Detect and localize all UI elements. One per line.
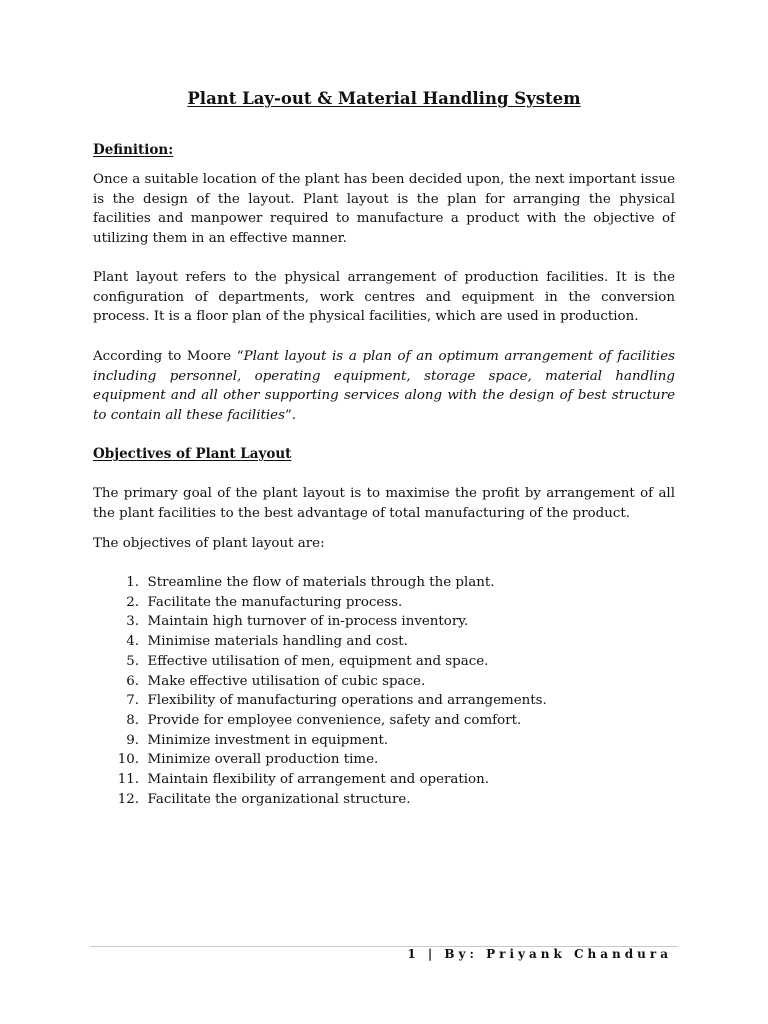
list-number: 10. — [117, 752, 139, 768]
page-title: Plant Lay-out & Material Handling System — [187, 89, 581, 108]
quote-text: Plant layout is a plan of an optimum arrangement of facilities including personnel, operating equipment, storage space, material handling equipment and all other supporting services along with the design of best structure to contain all these facilities — [93, 349, 675, 423]
list-text: Facilitate the organizational structure. — [147, 791, 411, 807]
list-text: Maintain high turnover of in-process inventory. — [147, 614, 469, 630]
objectives-heading: Objectives of Plant Layout — [93, 446, 292, 462]
page-footer: 1 | By: Priyank Chandura — [407, 947, 672, 961]
list-number: 3. — [126, 614, 139, 630]
moore-quote-paragraph — [93, 347, 675, 425]
list-number: 8. — [126, 712, 139, 728]
list-number: 11. — [117, 772, 139, 788]
list-number: 5. — [126, 653, 139, 669]
list-number: 9. — [126, 732, 139, 748]
list-item — [93, 790, 675, 810]
list-number: 4. — [126, 634, 139, 650]
objectives-intro: The objectives of plant layout are: — [93, 536, 325, 551]
goal-paragraph: The primary goal of the plant layout is to maximise the profit by arrangement of all the plant facilities to the best advantage of total manufacturing of the product. — [93, 486, 675, 521]
list-item — [93, 593, 675, 613]
list-number: 6. — [126, 673, 139, 689]
layout-paragraph: Plant layout refers to the physical arrangement of production facilities. It is the configuration of departments, work centres and equipment in the conversion process. It is a floor plan of the physical facilities, which are used in production. — [93, 270, 675, 325]
list-item — [93, 750, 675, 770]
list-text: Make effective utilisation of cubic space. — [147, 673, 426, 689]
list-text: Minimize overall production time. — [147, 752, 379, 768]
list-item — [93, 612, 675, 632]
list-number: 2. — [126, 594, 139, 610]
list-text: Minimise materials handling and cost. — [147, 634, 408, 650]
definition-paragraph: Once a suitable location of the plant has been decided upon, the next important issue is the design of the layout. Plant layout is the plan for arranging the physical facilities and manpower required to manufacture a product with the objective of utilizing them in an effective manner. — [93, 172, 675, 246]
list-item — [93, 711, 675, 731]
quote-suffix: ”. — [284, 407, 297, 423]
list-item — [93, 731, 675, 751]
list-item — [93, 573, 675, 593]
list-item — [93, 770, 675, 790]
definition-heading: Definition: — [93, 142, 174, 158]
list-text: Provide for employee convenience, safety and comfort. — [147, 712, 522, 728]
list-text: Facilitate the manufacturing process. — [147, 594, 403, 610]
list-text: Flexibility of manufacturing operations and arrangements. — [147, 693, 547, 709]
list-item — [93, 632, 675, 652]
list-item — [93, 672, 675, 692]
list-text: Maintain flexibility of arrangement and operation. — [147, 772, 489, 788]
list-item — [93, 691, 675, 711]
objectives-list — [93, 573, 675, 809]
list-text: Minimize investment in equipment. — [147, 732, 389, 748]
list-item — [93, 652, 675, 672]
list-number: 1. — [126, 575, 139, 590]
quote-prefix: According to Moore “ — [93, 349, 244, 364]
list-number: 7. — [126, 693, 139, 709]
list-number: 12. — [117, 791, 139, 807]
list-text: Streamline the flow of materials through the plant. — [147, 575, 495, 590]
list-text: Effective utilisation of men, equipment and space. — [147, 653, 489, 669]
